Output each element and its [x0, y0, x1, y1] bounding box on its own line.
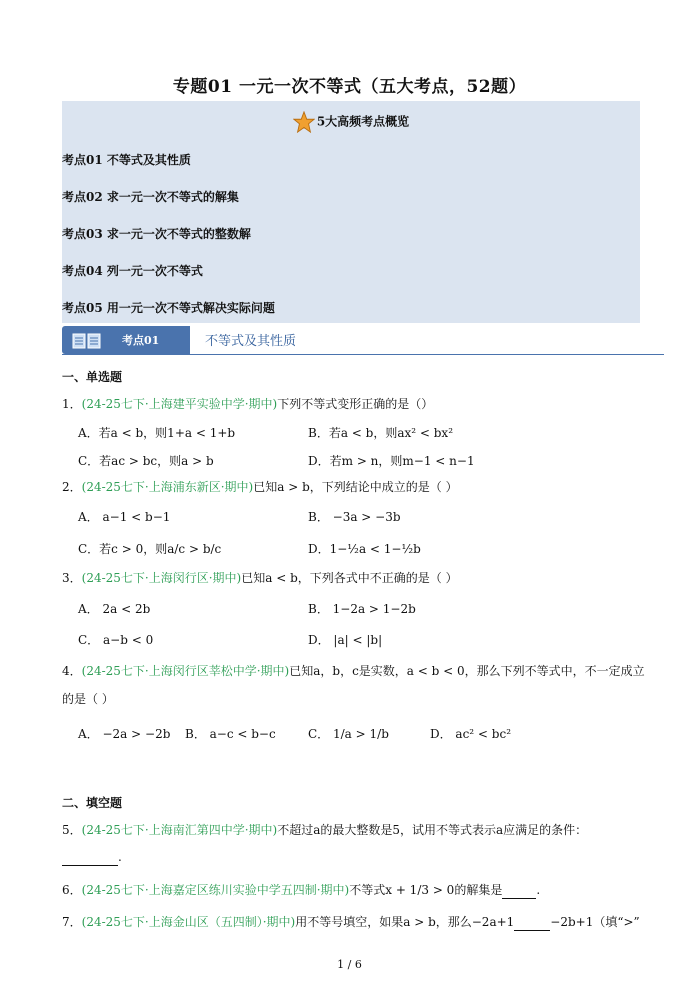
question-6: 6．(24-25七下·上海嘉定区练川实验中学五四制·期中)不等式x + 1/3 > 0的解集是 . — [62, 883, 541, 897]
overview-item: 考点04 列一元一次不等式 — [62, 264, 203, 278]
question-3: 3．(24-25七下·上海闵行区·期中)已知a < b，下列各式中不正确的是（ ） — [62, 571, 458, 585]
question-1: 1．(24-25七下·上海建平实验中学·期中)下列不等式变形正确的是（） — [62, 397, 434, 411]
question-5: 5．(24-25七下·上海南汇第四中学·期中)不超过a的最大整数是5，试用不等式表示a应满足的条件： — [62, 823, 588, 837]
section-label: 考点01 — [122, 334, 160, 347]
page-number: 1 / 6 — [337, 958, 362, 971]
overview-item: 考点05 用一元一次不等式解决实际问题 — [62, 301, 275, 315]
answer-blank[interactable]: . — [62, 849, 122, 866]
option: C．若ac > bc，则a > b — [78, 454, 214, 468]
option: D． |a| < |b| — [308, 633, 383, 647]
section-title: 不等式及其性质 — [205, 334, 297, 349]
overview-item: 考点01 不等式及其性质 — [62, 153, 191, 167]
answer-blank[interactable] — [502, 882, 536, 899]
option: D．1−½a < 1−½b — [308, 542, 421, 556]
option: D．若m > n，则m−1 < n−1 — [308, 454, 475, 468]
overview-heading: 5大高频考点概览 — [62, 111, 640, 133]
answer-blank[interactable] — [514, 914, 550, 931]
option: A． −2a > −2b — [78, 727, 171, 741]
question-4-continued: 的是（ ） — [62, 692, 114, 706]
option: C．若c > 0，则a/c > b/c — [78, 542, 222, 556]
star-icon — [293, 111, 315, 133]
option: B． −3a > −3b — [308, 510, 401, 524]
part-heading: 二、填空题 — [62, 796, 123, 810]
overview-item: 考点03 求一元一次不等式的整数解 — [62, 227, 251, 241]
option: B． 1−2a > 1−2b — [308, 602, 416, 616]
question-4: 4．(24-25七下·上海闵行区莘松中学·期中)已知a，b，c是实数，a < b < 0，那么下列不等式中，不一定成立 — [62, 664, 645, 678]
option: D． ac² < bc² — [430, 727, 512, 741]
option: B．若a < b，则ax² < bx² — [308, 426, 454, 440]
question-7: 7．(24-25七下·上海金山区（五四制）·期中)用不等号填空，如果a > b，那么−2a+1 −2b+1（填“>” — [62, 915, 640, 929]
part-heading: 一、单选题 — [62, 370, 123, 384]
page-title: 专题01 一元一次不等式（五大考点，52题） — [172, 77, 527, 97]
option: A． a−1 < b−1 — [78, 510, 171, 524]
option: A．若a < b，则1+a < 1+b — [78, 426, 236, 440]
option: A． 2a < 2b — [78, 602, 151, 616]
option: C． a−b < 0 — [78, 633, 154, 647]
option: B． a−c < b−c — [185, 727, 276, 741]
question-2: 2．(24-25七下·上海浦东新区·期中)已知a > b，下列结论中成立的是（ ） — [62, 480, 458, 494]
book-icon — [72, 333, 102, 349]
overview-item: 考点02 求一元一次不等式的解集 — [62, 190, 239, 204]
option: C． 1/a > 1/b — [308, 727, 389, 741]
overview-box — [62, 101, 640, 323]
section-divider — [62, 354, 664, 355]
